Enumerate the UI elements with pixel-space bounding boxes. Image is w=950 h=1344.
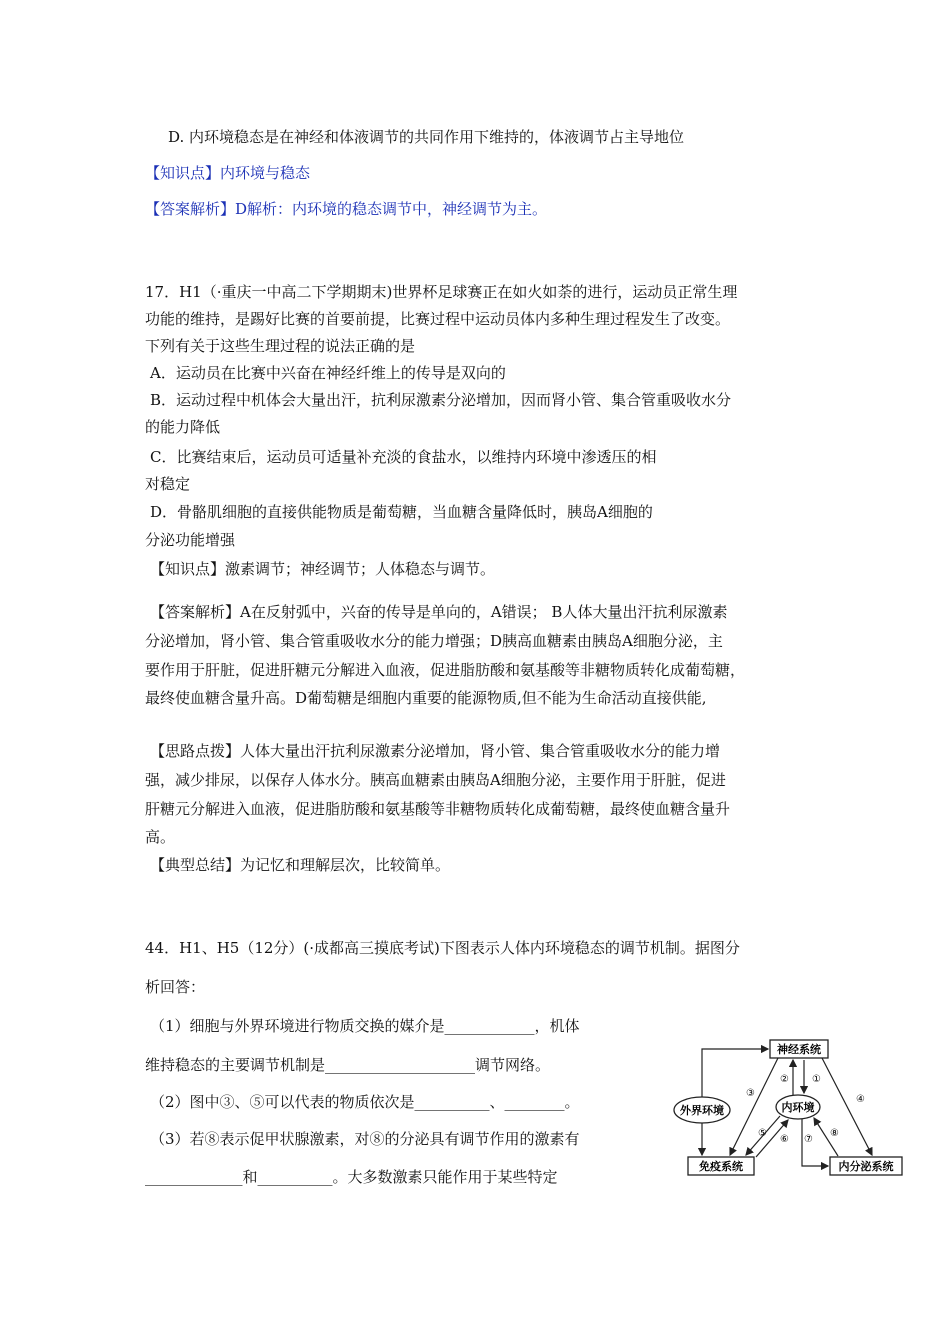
- q17-analysis-line-1: 【答案解析】A在反射弧中，兴奋的传导是单向的，A错误； B人体大量出汗抗利尿激素: [150, 603, 728, 621]
- q17-analysis-line-2: 分泌增加，肾小管、集合管重吸收水分的能力增强；D胰高血糖素由胰岛A细胞分泌，主: [145, 632, 723, 650]
- answer-analysis-previous: 【答案解析】D解析：内环境的稳态调节中，神经调节为主。: [145, 200, 548, 218]
- q17-option-d-line-1: D．骨骼肌细胞的直接供能物质是葡萄糖，当血糖含量降低时，胰岛A细胞的: [150, 503, 653, 521]
- label-6: ⑥: [780, 1134, 789, 1145]
- knowledge-point-previous: 【知识点】内环境与稳态: [145, 164, 311, 182]
- label-5: ⑤: [758, 1128, 767, 1139]
- q17-summary: 【典型总结】为记忆和理解层次，比较简单。: [150, 856, 451, 874]
- q17-knowledge-point: 【知识点】激素调节；神经调节；人体稳态与调节。: [150, 560, 496, 578]
- q17-stem-line-1: 17．H1（·重庆一中高二下学期期末)世界杯足球赛正在如火如荼的进行，运动员正常生理: [145, 283, 738, 301]
- q17-hint-line-1: 【思路点拨】人体大量出汗抗利尿激素分泌增加，肾小管、集合管重吸收水分的能力增: [150, 742, 721, 760]
- q17-option-c-line-2: 对稳定: [145, 475, 191, 493]
- nervous-system-label: 神经系统: [777, 1043, 821, 1056]
- q17-stem-line-3: 下列有关于这些生理过程的说法正确的是: [145, 337, 416, 355]
- q17-option-a: A．运动员在比赛中兴奋在神经纤维上的传导是双向的: [150, 364, 506, 382]
- q17-option-c-line-1: C．比赛结束后，运动员可适量补充淡的食盐水，以维持内环境中渗透压的相: [150, 448, 657, 466]
- q44-part2: （2）图中③、⑤可以代表的物质依次是__________、________。: [150, 1093, 580, 1111]
- q44-stem-line-1: 44．H1、H5（12分）(·成都高三摸底考试)下图表示人体内环境稳态的调节机制。据图分: [145, 939, 740, 957]
- q17-option-d-line-2: 分泌功能增强: [145, 531, 236, 549]
- q44-part3-line-1: （3）若⑧表示促甲状腺激素，对⑧的分泌具有调节作用的激素有: [150, 1130, 580, 1148]
- label-2: ②: [780, 1074, 789, 1085]
- q44-stem-line-2: 析回答：: [145, 978, 206, 996]
- q17-hint-line-2: 强，减少排尿，以保存人体水分。胰高血糖素由胰岛A细胞分泌，主要作用于肝脏，促进: [145, 771, 726, 789]
- label-3: ③: [746, 1088, 755, 1099]
- label-8: ⑧: [830, 1128, 839, 1139]
- q17-option-b-line-1: B．运动过程中机体会大量出汗，抗利尿激素分泌增加，因而肾小管、集合管重吸收水分: [150, 391, 732, 409]
- endocrine-system-label: 内分泌系统: [838, 1160, 894, 1173]
- label-1: ①: [812, 1074, 821, 1085]
- q17-analysis-line-3: 要作用于肝脏，促进肝糖元分解进入血液，促进脂肪酸和氨基酸等非糖物质转化成葡萄糖，: [145, 661, 746, 679]
- q44-part3-line-2: _____________和__________。大多数激素只能作用于某些特定: [145, 1168, 558, 1186]
- arrow-nervous-to-endocrine: [822, 1058, 872, 1155]
- label-7: ⑦: [804, 1134, 813, 1145]
- q17-stem-line-2: 功能的维持，是踢好比赛的首要前提，比赛过程中运动员体内多种生理过程发生了改变。: [145, 310, 731, 328]
- immune-system-label: 免疫系统: [699, 1160, 743, 1173]
- q44-part1-line-2: 维持稳态的主要调节机制是____________________调节网络。: [145, 1056, 551, 1074]
- q44-part1-line-1: （1）细胞与外界环境进行物质交换的媒介是____________，机体: [150, 1017, 580, 1035]
- label-4: ④: [856, 1094, 865, 1105]
- external-environment-label: 外界环境: [680, 1104, 724, 1117]
- q17-hint-line-3: 肝糖元分解进入血液，促进脂肪酸和氨基酸等非糖物质转化成葡萄糖，最终使血糖含量升: [145, 800, 731, 818]
- arrow-external-to-nervous: [702, 1049, 768, 1097]
- internal-environment-label: 内环境: [781, 1101, 815, 1114]
- q17-hint-line-4: 高。: [145, 828, 176, 846]
- q17-analysis-line-4: 最终使血糖含量升高。D葡萄糖是细胞内重要的能源物质,但不能为生命活动直接供能,: [145, 689, 707, 707]
- option-d-previous: D. 内环境稳态是在神经和体液调节的共同作用下维持的，体液调节占主导地位: [168, 128, 685, 146]
- homeostasis-diagram: [660, 1030, 910, 1190]
- q17-option-b-line-2: 的能力降低: [145, 418, 221, 436]
